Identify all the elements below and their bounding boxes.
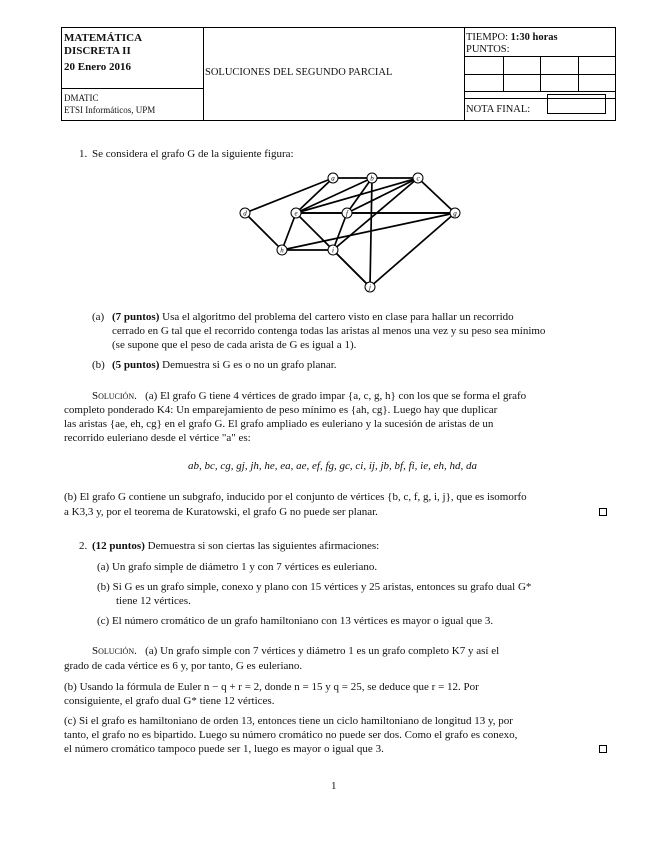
problem2-item-c: (c) El número cromático de un grafo hamiltoniano con 13 vértices es mayor o igual que 3. [97, 615, 494, 627]
solution1-line1 [92, 389, 526, 403]
solution1-line4: recorrido euleriano desde el vértice "a" es: [64, 432, 251, 444]
graph-vertex-j [365, 282, 375, 292]
graph-edge-jb [370, 178, 372, 287]
solution1-line2: completo ponderado K4: Un emparejamiento de peso mínimo es {ah, cg}. Luego hay que duplicar [64, 404, 498, 416]
svg-text:f: f [346, 209, 348, 218]
graph-vertex-e [291, 208, 301, 218]
qed-box [599, 745, 607, 753]
svg-text:b: b [370, 174, 374, 183]
time-label: TIEMPO: [466, 32, 508, 43]
graph-vertex-h [277, 245, 287, 255]
solution1-line3: las aristas {ae, eh, cg} en el grafo G. El grafo ampliado es euleriano y la sucesión de aristas de un [64, 418, 494, 430]
svg-text:g: g [453, 209, 457, 218]
svg-text:e: e [294, 209, 298, 218]
part-a-text1: Usa el algoritmo del problema del cartero visto en clase para hallar un recorrido [162, 311, 514, 323]
solution1-b-line1: (b) El grafo G contiene un subgrafo, inducido por el conjunto de vértices {b, c, f, g, i, j}, que es isomorfo [64, 491, 527, 503]
solution2-a-text1: (a) Un grafo simple con 7 vértices y diámetro 1 es un grafo completo K7 y así el [145, 645, 500, 657]
school: ETSI Informáticos, UPM [64, 105, 156, 115]
graph-vertex-d [240, 208, 250, 218]
points-grid [465, 56, 616, 92]
exam-date: 20 Enero 2016 [64, 61, 132, 73]
part-a-label: (a) [92, 311, 105, 323]
part-a-points: (7 puntos) [112, 311, 160, 323]
graph-edge-dh [245, 213, 282, 250]
solution2-b-line1: (b) Usando la fórmula de Euler n − q + r = 2, donde n = 15 y q = 25, se deduce que r = 12. Por [64, 681, 479, 693]
solution2-c-line1: (c) Si el grafo es hamiltoniano de orden 13, entonces tiene un ciclo hamiltoniano de longitud 13 y, por [64, 715, 513, 727]
solution2-label: Solución. [92, 645, 137, 657]
solution1-a-text1: (a) El grafo G tiene 4 vértices de grado impar {a, c, g, h} con los que se forma el grafo [145, 390, 527, 402]
solution1-label: Solución. [92, 390, 137, 402]
problem2-points: (12 puntos) [92, 540, 145, 552]
svg-text:c: c [416, 174, 420, 183]
graph-figure [235, 170, 465, 293]
subject-line2: DISCRETA II [64, 45, 131, 57]
svg-text:a: a [331, 174, 335, 183]
qed-box [599, 508, 607, 516]
solution1-b-line2: a K3,3 y, por el teorema de Kuratowski, el grafo G no puede ser planar. [64, 506, 378, 518]
graph-edge-jg [370, 213, 455, 287]
svg-text:i: i [332, 246, 334, 255]
graph-edge-da [245, 178, 333, 213]
graph-vertex-f [342, 208, 352, 218]
time-field [466, 32, 558, 43]
graph-vertex-i [328, 245, 338, 255]
part-a-line2: cerrado en G tal que el recorrido contenga todas las aristas al menos una vez y su peso sea mínimo [112, 325, 546, 337]
solution2-c-line3: el número cromático tampoco puede ser 1, luego es mayor o igual que 3. [64, 743, 384, 755]
solution2-line1 [92, 644, 499, 658]
svg-text:d: d [243, 209, 247, 218]
problem2-item-a: (a) Un grafo simple de diámetro 1 y con 7 vértices es euleriano. [97, 561, 378, 573]
problem1-number: 1. [79, 148, 88, 160]
graph-edges [245, 178, 455, 287]
problem2-number: 2. [79, 540, 88, 552]
graph-vertices [240, 173, 460, 292]
solution2-b-line2: consiguiente, el grafo dual G* tiene 12 vértices. [64, 695, 275, 707]
graph-edge-cg [418, 178, 455, 213]
svg-text:h: h [280, 246, 284, 255]
part-b-points: (5 puntos) [112, 359, 160, 371]
graph-edge-hg [282, 213, 455, 250]
exam-title: SOLUCIONES DEL SEGUNDO PARCIAL [205, 67, 393, 78]
graph-vertex-g [450, 208, 460, 218]
problem2-statement: Demuestra si son ciertas las siguientes afirmaciones: [147, 540, 380, 552]
graph-vertex-a [328, 173, 338, 183]
part-b-text: Demuestra si G es o no un grafo planar. [162, 359, 337, 371]
final-grade-box [547, 94, 606, 114]
department: DMATIC [64, 93, 99, 103]
solution2-c-line2: tanto, el grafo no es bipartido. Luego su número cromático no puede ser dos. Como el grafo es conexo, [64, 729, 518, 741]
points-label: PUNTOS: [466, 44, 510, 55]
final-grade-label: NOTA FINAL: [466, 104, 531, 115]
part-a-line1 [112, 310, 514, 324]
problem2-item-b-line1: (b) Si G es un grafo simple, conexo y plano con 15 vértices y 25 aristas, entonces su grafo dual G* [97, 581, 532, 593]
graph-edge-he [282, 213, 296, 250]
problem2-item-b-line2: tiene 12 vértices. [116, 595, 191, 607]
problem2-line [92, 539, 379, 553]
solution2-a-line2: grado de cada vértice es 6 y, por tanto, G es euleriano. [64, 660, 303, 672]
svg-text:j: j [369, 283, 371, 292]
part-a-line3: (se supone que el peso de cada arista de G es igual a 1). [112, 339, 357, 351]
time-value: 1:30 horas [510, 32, 558, 43]
page-number: 1 [331, 780, 337, 792]
part-b-line [112, 358, 337, 372]
problem1-statement: Se considera el grafo G de la siguiente figura: [92, 148, 294, 160]
part-b-label: (b) [92, 359, 105, 371]
euler-sequence: ab, bc, cg, gj, jh, he, ea, ae, ef, fg, gc, ci, ij, jb, bf, fi, ie, eh, hd, da [188, 460, 477, 472]
subject-line1: MATEMÁTICA [64, 32, 143, 44]
graph-vertex-b [367, 173, 377, 183]
graph-vertex-c [413, 173, 423, 183]
